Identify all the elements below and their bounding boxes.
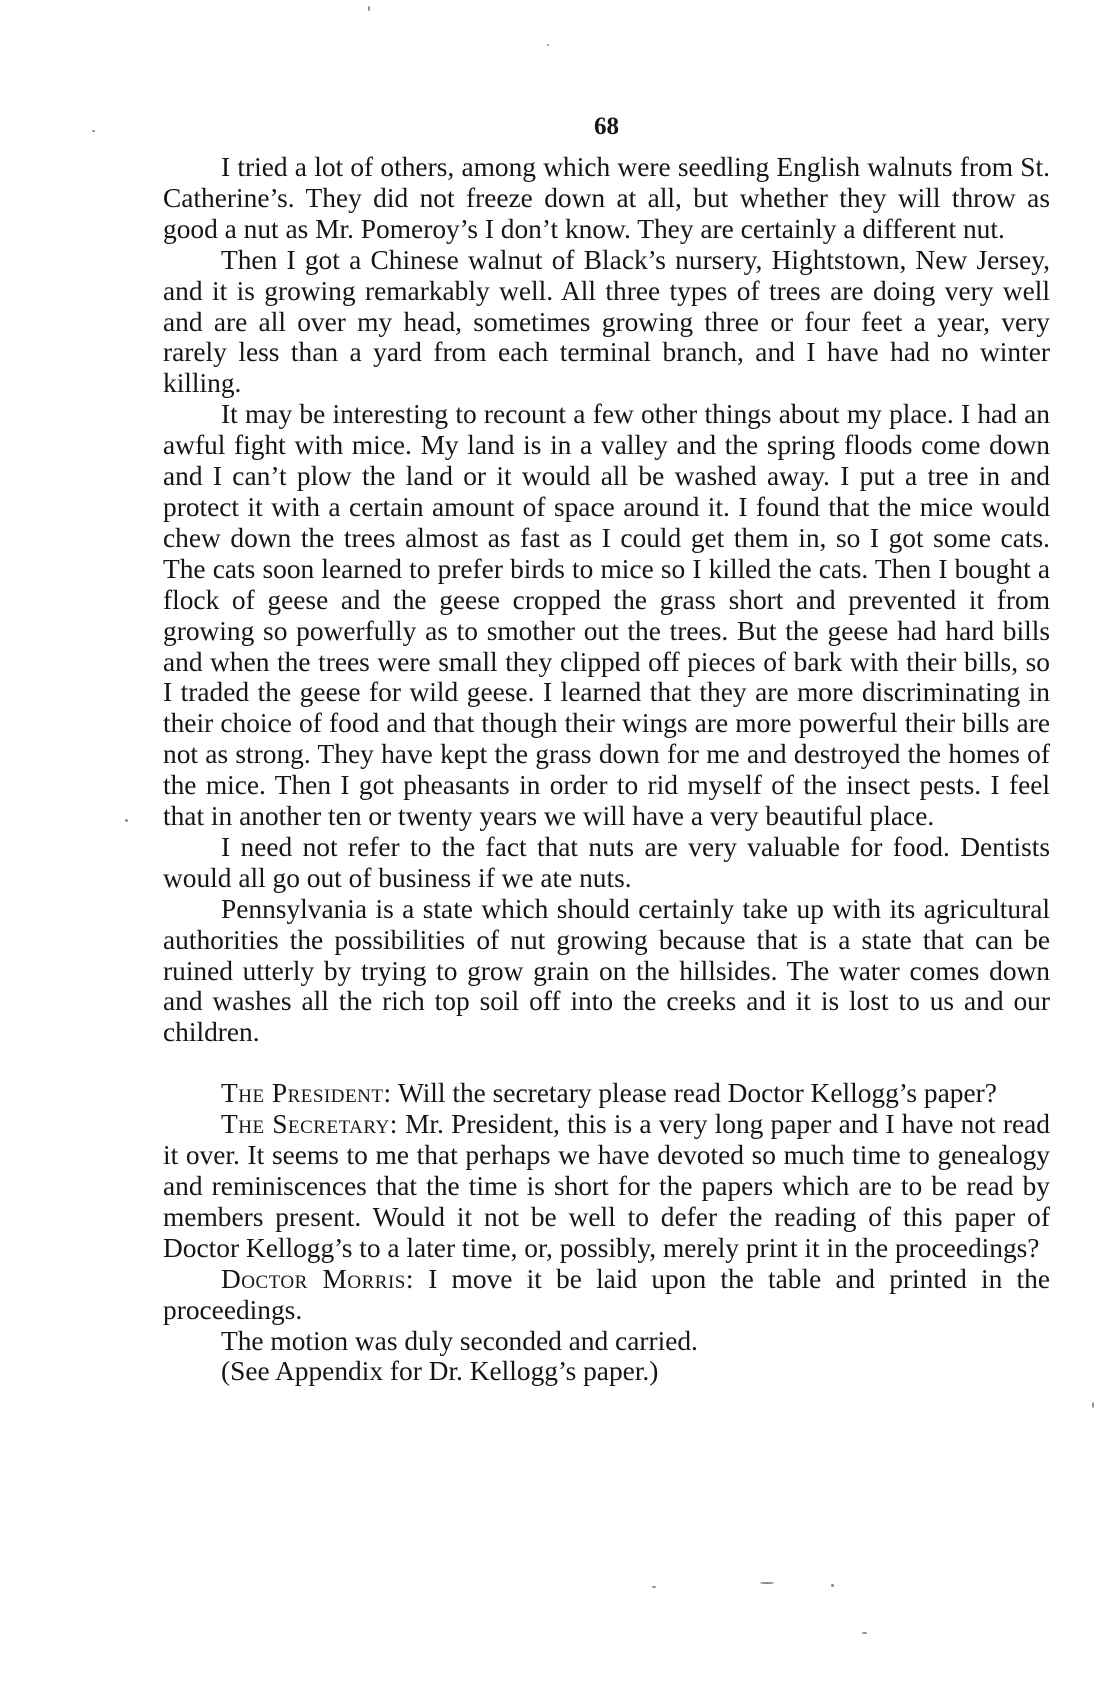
scan-speck [92, 130, 95, 132]
exchange-secretary [163, 1109, 1050, 1264]
paragraph-chinese-walnut: Then I got a Chinese walnut of Black’s nursery, Hightstown, New Jersey, and it is growing remarkably well. All three types of trees are doing very well and are all over my head, sometimes growing three or four feet a year, very rarely less than a yard from each terminal branch, and I have had no winter killing. [163, 244, 1050, 399]
speaker-president: The President: [221, 1078, 392, 1109]
speaker-doctor-morris: Doctor Morris: [221, 1263, 414, 1294]
paragraph-mice-and-geese: It may be interesting to recount a few other things about my place. I had an awful fight with mice. My land is in a valley and the spring floods come down and I can’t plow the land or it would all be washed away. I put a tree in and protect it with a certain amount of space around it. I found that the mice would chew down the trees almost as fast as I could get them in, so I got some cats. The cats soon learned to prefer birds to mice so I killed the cats. Then I bought a flock of geese and the geese cropped the grass short and prevented it from growing so powerfully as to smother out the trees. But the geese had hard bills and when the trees were small they clipped off pieces of bark with their bills, so I traded the geese for wild geese. I learned that they are more discriminating in their choice of food and that though their wings are more powerful their bills are not as strong. They have kept the grass down for me and destroyed the homes of the mice. Then I got pheasants in order to rid myself of the insect pests. I feel that in another ten or twenty years we will have a very beautiful place. [163, 399, 1050, 832]
motion-result: The motion was duly seconded and carried. [221, 1325, 698, 1356]
scan-speck [862, 1632, 867, 1634]
paragraph-pennsylvania: Pennsylvania is a state which should certainly take up with its agricultural authorities the possibilities of nut growing because that is a state that can be ruined utterly by trying to grow grain on the hillsides. The water comes down and washes all the rich top soil off into the creeks and it is lost to us and our children. [163, 893, 1050, 1048]
remark-doctor-morris: I move it be laid upon the table and printed in the proceedings. [163, 1263, 1050, 1325]
scan-speck [831, 1584, 834, 1587]
scan-speck [1092, 1402, 1094, 1408]
section-gap [163, 1048, 1050, 1078]
scan-speck [125, 819, 128, 822]
body-text [163, 152, 1050, 1387]
remark-president: Will the secretary please read Doctor Kellogg’s paper? [397, 1078, 997, 1109]
remark-secretary: Mr. President, this is a very long paper and I have not read it over. It seems to me that perhaps we have devoted so much time to genealogy and reminiscences that the time is short for the papers which are to be read by members present. Would it not be well to defer the reading of this paper of Doctor Kellogg’s to a later time, or, possibly, merely print it in the proceedings? [163, 1109, 1050, 1263]
scan-speck [760, 1582, 774, 1584]
exchange-doctor-morris [163, 1264, 1050, 1326]
paragraph-walnuts: I tried a lot of others, among which were seedling English walnuts from St. Catherine’s. They did not freeze down at all, but whether they will throw as good a nut as Mr. Pomeroy’s I don’t know. They are certainly a different nut. [163, 152, 1050, 244]
scan-speck [652, 1586, 656, 1588]
document-page [163, 112, 1050, 1387]
speaker-secretary: The Secretary: [221, 1109, 398, 1140]
page-number: 68 [594, 113, 619, 140]
appendix-note: (See Appendix for Dr. Kellogg’s paper.) [221, 1356, 659, 1387]
exchange-president [163, 1078, 1050, 1109]
scan-speck [547, 44, 549, 46]
scan-speck [368, 6, 370, 11]
paragraph-nuts-for-food: I need not refer to the fact that nuts are very valuable for food. Dentists would all go out of business if we ate nuts. [163, 831, 1050, 893]
